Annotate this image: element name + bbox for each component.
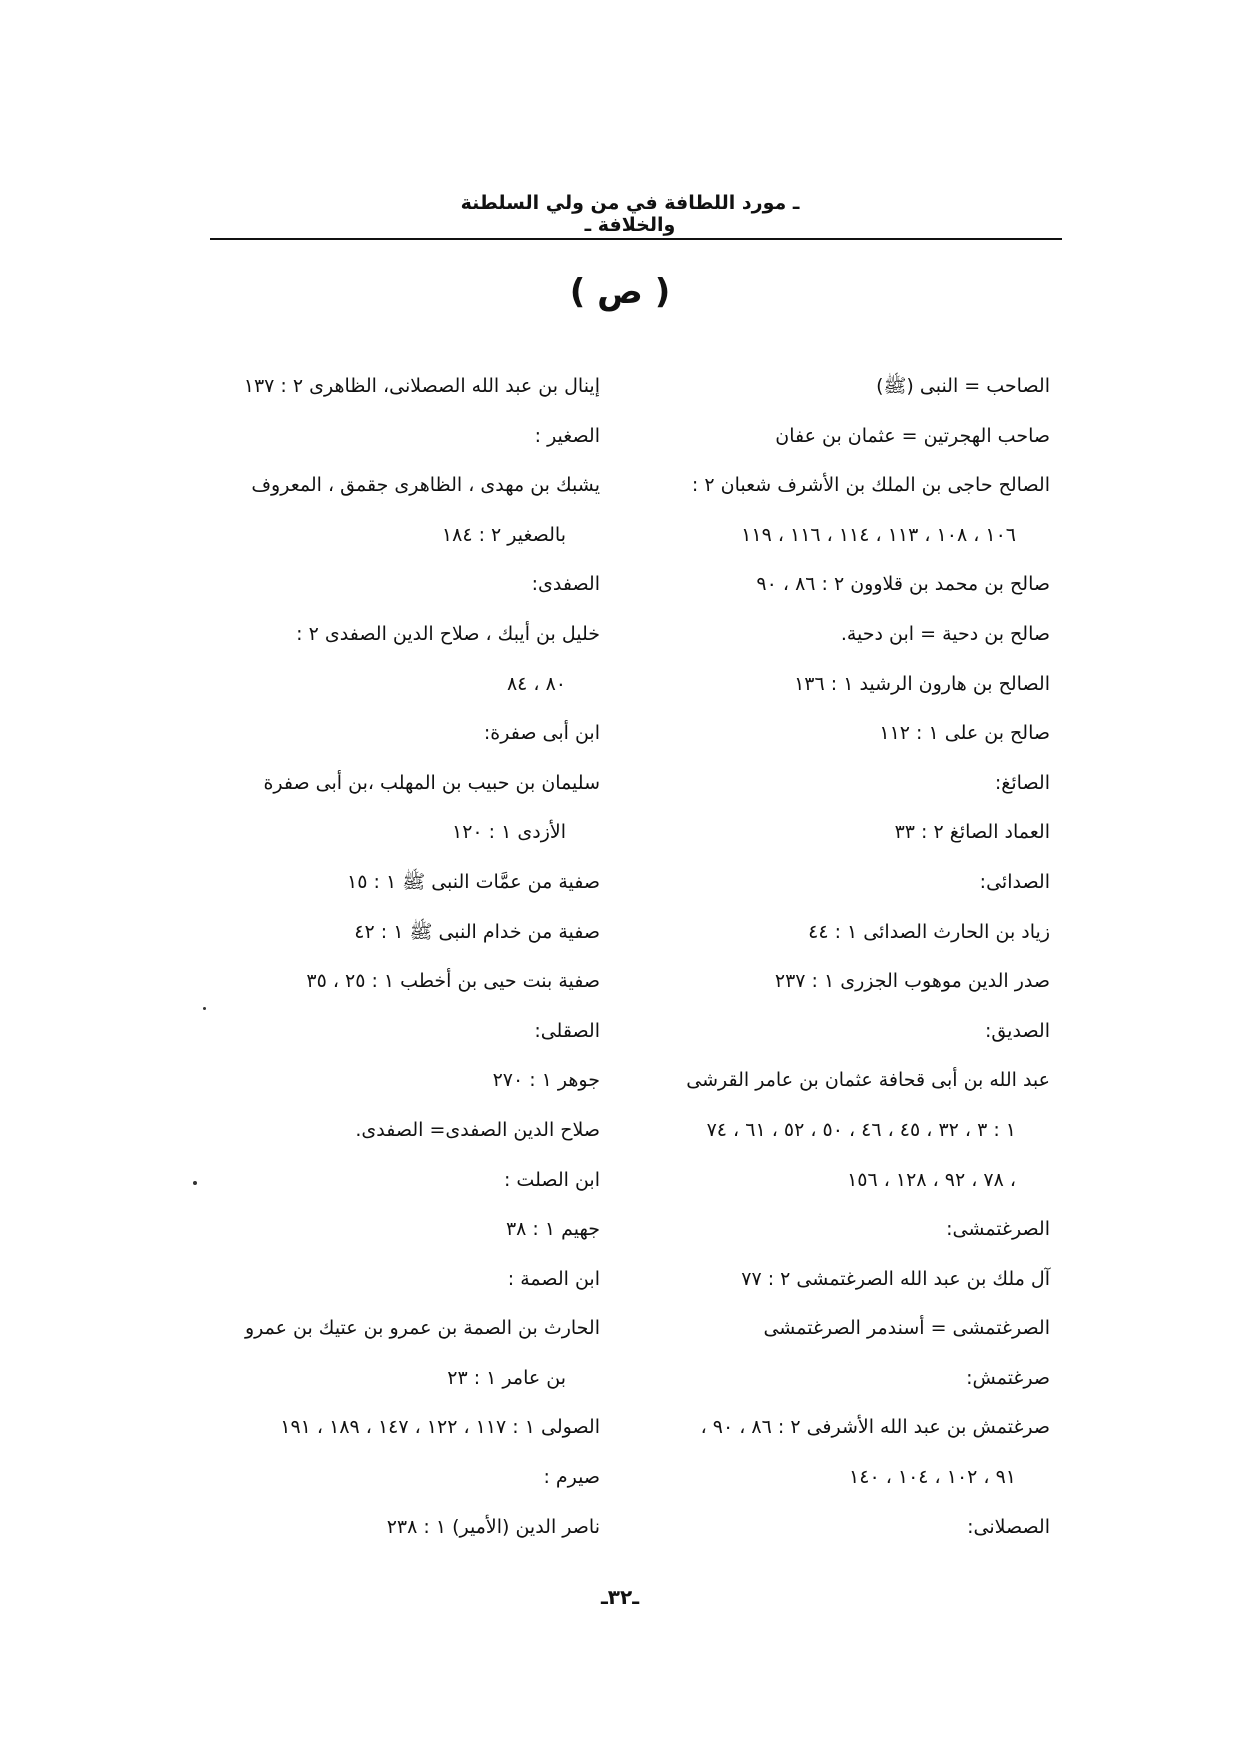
index-entry: الصديق: bbox=[984, 1019, 1050, 1042]
index-column-right bbox=[580, 362, 1050, 1552]
index-entry-continuation: ٨٠ ، ٨٤ bbox=[506, 672, 566, 695]
index-entry: صرغتمش: bbox=[966, 1366, 1050, 1389]
index-entry: ابن الصمة : bbox=[507, 1267, 600, 1290]
index-entry: الصاحب = النبى (ﷺ) bbox=[876, 375, 1050, 397]
index-entry: جوهر ١ : ٢٧٠ bbox=[492, 1069, 600, 1092]
index-entry-continuation: ١ : ٣ ، ٣٢ ، ٤٥ ، ٤٦ ، ٥٠ ، ٥٢ ، ٦١ ، ٧٤ bbox=[706, 1118, 1016, 1141]
index-entry: صفية من عمَّات النبى ﷺ ١ : ١٥ bbox=[347, 870, 600, 893]
index-entry: الصرغتمشى: bbox=[946, 1218, 1050, 1241]
scan-speck bbox=[203, 1007, 206, 1010]
index-entry: صاحب الهجرتين = عثمان بن عفان bbox=[775, 424, 1050, 447]
index-entry: صدر الدين موهوب الجزرى ١ : ٢٣٧ bbox=[774, 970, 1050, 993]
index-entry: الصرغتمشى = أسندمر الصرغتمشى bbox=[763, 1317, 1050, 1340]
index-entry-continuation: الأزدى ١ : ١٢٠ bbox=[452, 821, 566, 844]
index-entry: ابن أبى صفرة: bbox=[483, 722, 600, 745]
index-entry: صيرم : bbox=[543, 1466, 600, 1489]
index-entry: صرغتمش بن عبد الله الأشرفى ٢ : ٨٦ ، ٩٠ ، bbox=[700, 1416, 1050, 1439]
index-entry: الصدائى: bbox=[979, 870, 1050, 893]
index-entry-continuation: ، ٧٨ ، ٩٢ ، ١٢٨ ، ١٥٦ bbox=[847, 1168, 1016, 1191]
index-entry: الصصلانى: bbox=[967, 1515, 1050, 1538]
index-entry: الحارث بن الصمة بن عمرو بن عتيك بن عمرو bbox=[245, 1317, 600, 1340]
header-rule-divider bbox=[210, 238, 1062, 240]
index-entry: ابن الصلت : bbox=[503, 1168, 600, 1191]
index-entry-continuation: ٩١ ، ١٠٢ ، ١٠٤ ، ١٤٠ bbox=[849, 1466, 1016, 1489]
index-entry: صالح بن دحية = ابن دحية. bbox=[840, 622, 1050, 645]
index-entry: سليمان بن حبيب بن المهلب ،بن أبى صفرة bbox=[263, 771, 600, 794]
scan-speck bbox=[193, 1181, 197, 1185]
index-entry: صفية بنت حيى بن أخطب ١ : ٢٥ ، ٣٥ bbox=[306, 970, 600, 993]
index-entry: جهيم ١ : ٣٨ bbox=[505, 1218, 600, 1241]
index-entry: الصالح بن هارون الرشيد ١ : ١٣٦ bbox=[794, 672, 1050, 695]
index-entry: الصائغ: bbox=[994, 771, 1050, 794]
page-number: ـ٣٢ـ bbox=[600, 1585, 640, 1609]
index-entry-continuation: بالصغير ٢ : ١٨٤ bbox=[441, 523, 566, 546]
index-entry-continuation: ١٠٦ ، ١٠٨ ، ١١٣ ، ١١٤ ، ١١٦ ، ١١٩ bbox=[741, 523, 1016, 546]
index-entry: الصفدى: bbox=[531, 573, 600, 596]
index-entry: الصغير : bbox=[534, 424, 600, 447]
index-entry-continuation: بن عامر ١ : ٢٣ bbox=[447, 1366, 566, 1389]
index-entry: صالح بن على ١ : ١١٢ bbox=[879, 722, 1050, 745]
index-entry: الصالح حاجى بن الملك بن الأشرف شعبان ٢ : bbox=[691, 474, 1050, 497]
index-entry: العماد الصائغ ٢ : ٣٣ bbox=[894, 821, 1050, 844]
index-entry: خليل بن أيبك ، صلاح الدين الصفدى ٢ : bbox=[296, 622, 600, 645]
index-entry: إينال بن عبد الله الصصلانى، الظاهرى ٢ : ١٣٧ bbox=[243, 375, 600, 397]
running-header-title: ـ مورد اللطافة في من ولي السلطنة والخلافة ـ bbox=[460, 192, 800, 236]
index-column-left bbox=[140, 362, 600, 1552]
index-entry: صلاح الدين الصفدى= الصفدى. bbox=[355, 1118, 600, 1141]
section-letter-heading: ( ص ) bbox=[569, 272, 671, 312]
index-entry: ناصر الدين (الأمير) ١ : ٢٣٨ bbox=[386, 1515, 600, 1538]
index-entry: آل ملك بن عبد الله الصرغتمشى ٢ : ٧٧ bbox=[741, 1267, 1050, 1290]
index-entry: الصقلى: bbox=[534, 1019, 600, 1042]
index-entry: الصولى ١ : ١١٧ ، ١٢٢ ، ١٤٧ ، ١٨٩ ، ١٩١ bbox=[280, 1416, 600, 1439]
index-entry: صفية من خدام النبى ﷺ ١ : ٤٢ bbox=[354, 920, 600, 943]
index-entry: صالح بن محمد بن قلاوون ٢ : ٨٦ ، ٩٠ bbox=[756, 573, 1050, 596]
index-entry: زياد بن الحارث الصدائى ١ : ٤٤ bbox=[808, 920, 1050, 943]
index-entry: يشبك بن مهدى ، الظاهرى جقمق ، المعروف bbox=[251, 474, 600, 497]
index-entry: عبد الله بن أبى قحافة عثمان بن عامر القرشى bbox=[686, 1069, 1050, 1092]
